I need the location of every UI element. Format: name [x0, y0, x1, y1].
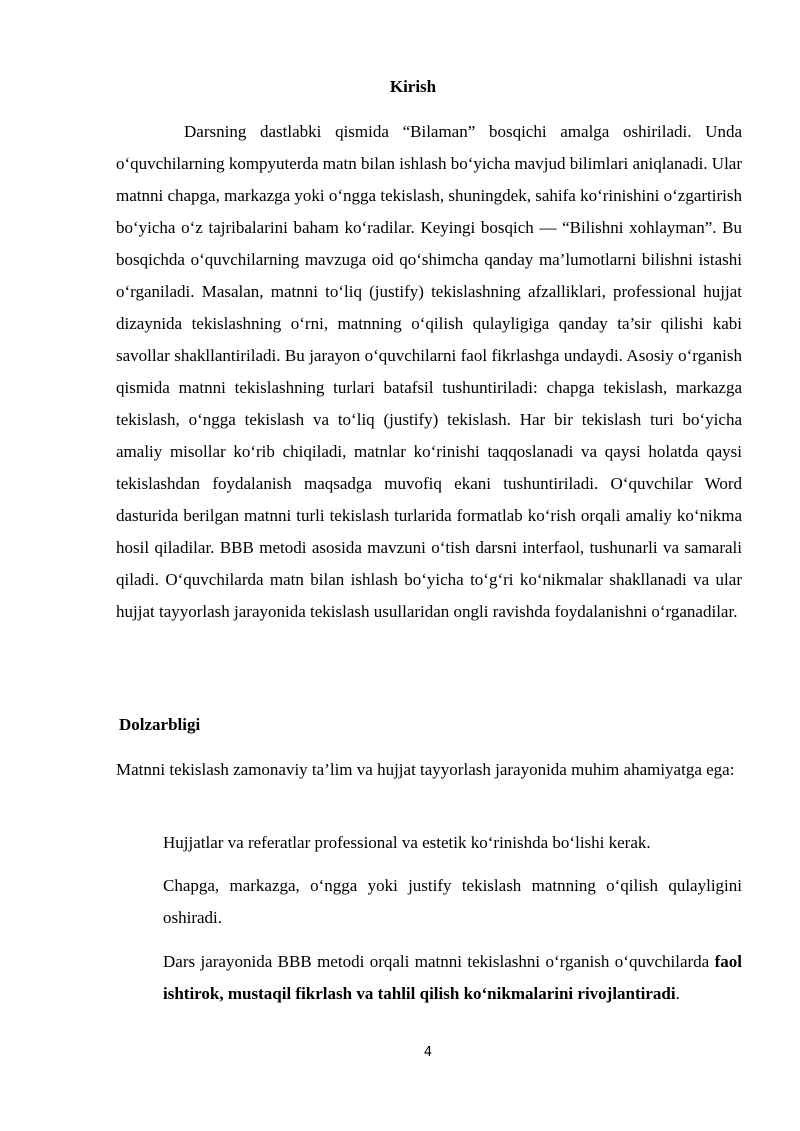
list-item: [163, 946, 742, 1010]
page-number: 4: [423, 1045, 433, 1060]
list-item-emphasis: faol ishtirok, mustaqil fikrlash va tahlil qilish ko‘nikmalarini rivojlantiradi: [163, 952, 742, 1003]
list-item: Chapga, markazga, o‘ngga yoki justify tekislash matnning o‘qilish qulayligini oshiradi.: [163, 876, 742, 927]
list-item: Hujjatlar va referatlar professional va estetik ko‘rinishda bo‘lishi kerak.: [163, 833, 651, 852]
list-item-period: .: [675, 984, 680, 1003]
page-title: Kirish: [389, 77, 437, 96]
intro-paragraph: Darsning dastlabki qismida “Bilaman” bosqichi amalga oshiriladi. Unda o‘quvchilarning kompyuterda matn bilan ishlash bo‘yicha mavjud bilimlari aniqlanadi. Ular matnni chapga, markazga yoki o‘ngga tekislash, shuningdek, sahifa ko‘rinishini o‘zgartirish bo‘yicha o‘z tajribalarini baham ko‘radilar. Keyingi bosqich — “Bilishni xohlayman”. Bu bosqichda o‘quvchilarning mavzuga oid qo‘shimcha qanday ma’lumotlarni bilishni istashi o‘rganiladi. Masalan, matnni to‘liq (justify) tekislashning afzalliklari, professional hujjat dizaynida tekislashning o‘rni, matnning o‘qilish qulayligiga qanday ta’sir qilishi kabi savollar shakllantiriladi. Bu jarayon o‘quvchilarni faol fikrlashga undaydi. Asosiy o‘rganish qismida matnni tekislashning turlari batafsil tushuntiriladi: chapga tekislash, markazga tekislash, o‘ngga tekislash va to‘liq (justify) tekislash. Har bir tekislash turi bo‘yicha amaliy misollar ko‘rib chiqiladi, matnlar ko‘rinishi taqqoslanadi va qaysi holatda qaysi tekislashdan foydalanish maqsadga muvofiq ekani tushuntiriladi. O‘quvchilar Word dasturida berilgan matnni turli tekislash turlarida formatlab ko‘rish orqali amaliy ko‘nikma hosil qiladilar. BBB metodi asosida mavzuni o‘tish darsni interfaol, tushunarli va samarali qiladi. O‘quvchilarda matn bilan ishlash bo‘yicha to‘g‘ri ko‘nikmalar shakllanadi va ular hujjat tayyorlash jarayonida tekislash usullaridan ongli ravishda foydalanishni o‘rganadilar.: [116, 122, 743, 621]
section-heading: Dolzarbligi: [119, 715, 201, 734]
relevance-paragraph: Matnni tekislash zamonaviy ta’lim va hujjat tayyorlash jarayonida muhim ahamiyatga ega:: [116, 760, 735, 779]
list-item-text: Dars jarayonida BBB metodi orqali matnni tekislashni o‘rganish o‘quvchilarda: [163, 952, 715, 971]
